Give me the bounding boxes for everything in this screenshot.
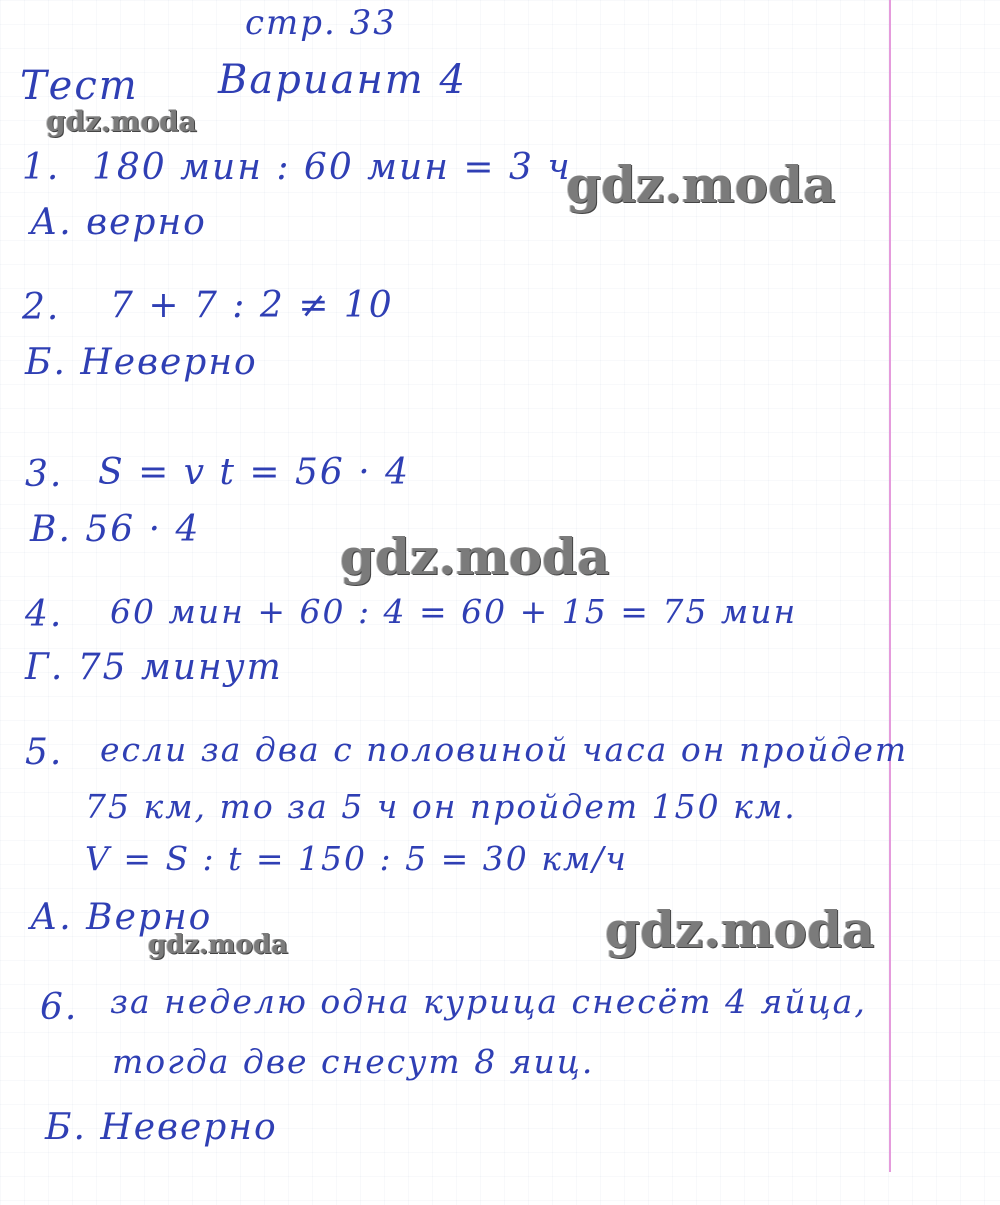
task-5-number: 5.: [25, 732, 64, 773]
task-3-answer: В. 56 · 4: [30, 509, 201, 550]
task-5-line-3: V = S : t = 150 : 5 = 30 км/ч: [85, 839, 628, 878]
task-1-answer: А. верно: [30, 202, 207, 243]
watermark: gdz.moda: [340, 527, 610, 586]
variant-label: Вариант 4: [218, 57, 467, 103]
watermark: gdz.moda: [148, 930, 289, 960]
notebook-margin-line: [889, 0, 891, 1172]
task-5-line-2: 75 км, то за 5 ч он пройдет 150 км.: [85, 787, 797, 826]
task-6-number: 6.: [40, 987, 79, 1028]
task-2-number: 2.: [22, 287, 61, 328]
task-5-line-1: если за два с половиной часа он пройдет: [100, 730, 909, 769]
test-label: Тест: [20, 63, 139, 109]
task-2-work: 7 + 7 : 2 ≠ 10: [110, 285, 394, 326]
task-5-answer: А. Верно: [30, 897, 213, 938]
watermark: gdz.moda: [566, 155, 836, 214]
task-6-line-2: тогда две снесут 8 яиц.: [112, 1042, 595, 1081]
watermark: gdz.moda: [605, 900, 875, 959]
task-4-number: 4.: [25, 594, 64, 635]
page-number: стр. 33: [245, 3, 397, 43]
task-4-work: 60 мин + 60 : 4 = 60 + 15 = 75 мин: [110, 592, 798, 631]
task-4-answer: Г. 75 минут: [25, 647, 283, 688]
task-6-answer: Б. Неверно: [45, 1107, 278, 1148]
task-2-answer: Б. Неверно: [25, 342, 258, 383]
watermark: gdz.moda: [46, 105, 197, 138]
task-1-work: 180 мин : 60 мин = 3 ч: [92, 147, 572, 188]
task-1-number: 1.: [22, 147, 61, 188]
task-3-work: S = v t = 56 · 4: [98, 452, 411, 493]
task-6-line-1: за неделю одна курица снесёт 4 яйца,: [110, 982, 867, 1021]
task-3-number: 3.: [25, 454, 64, 495]
